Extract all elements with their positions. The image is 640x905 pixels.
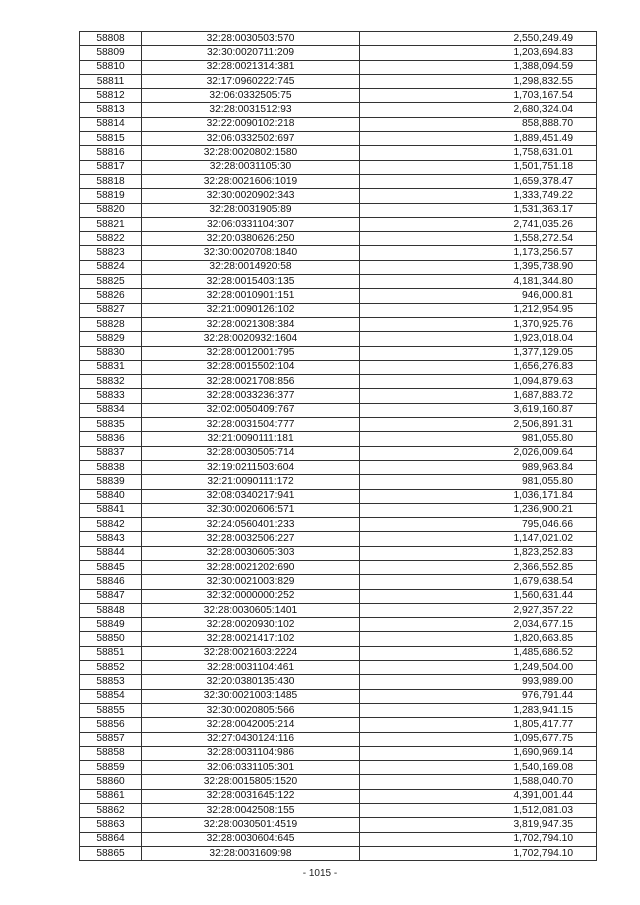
amount-cell: 1,298,832.55: [360, 74, 597, 88]
row-id-cell: 58810: [80, 60, 142, 74]
table-row: [80, 489, 597, 503]
table-row: [80, 618, 597, 632]
row-id-cell: 58863: [80, 818, 142, 832]
amount-cell: 1,485,686.52: [360, 646, 597, 660]
amount-cell: 1,388,094.59: [360, 60, 597, 74]
cadastral-number-cell: 32:06:0332505:75: [142, 89, 360, 103]
row-id-cell: 58835: [80, 418, 142, 432]
row-id-cell: 58819: [80, 189, 142, 203]
amount-cell: 1,558,272.54: [360, 232, 597, 246]
cadastral-number-cell: 32:08:0340217:941: [142, 489, 360, 503]
amount-cell: 1,805,417.77: [360, 718, 597, 732]
table-row: [80, 289, 597, 303]
row-id-cell: 58816: [80, 146, 142, 160]
cadastral-number-cell: 32:28:0021202:690: [142, 560, 360, 574]
row-id-cell: 58814: [80, 117, 142, 131]
table-row: [80, 460, 597, 474]
row-id-cell: 58830: [80, 346, 142, 360]
table-row: [80, 761, 597, 775]
amount-cell: 1,703,167.54: [360, 89, 597, 103]
amount-cell: 2,550,249.49: [360, 32, 597, 46]
cadastral-number-cell: 32:28:0021308:384: [142, 317, 360, 331]
amount-cell: 1,588,040.70: [360, 775, 597, 789]
cadastral-number-cell: 32:28:0021314:381: [142, 60, 360, 74]
cadastral-number-cell: 32:28:0015403:135: [142, 275, 360, 289]
cadastral-number-cell: 32:28:0021603:2224: [142, 646, 360, 660]
amount-cell: 976,791.44: [360, 689, 597, 703]
cadastral-number-cell: 32:28:0031512:93: [142, 103, 360, 117]
table-row: [80, 432, 597, 446]
table-row: [80, 332, 597, 346]
cadastral-number-cell: 32:28:0020932:1604: [142, 332, 360, 346]
amount-cell: 1,679,638.54: [360, 575, 597, 589]
table-row: [80, 232, 597, 246]
cadastral-number-cell: 32:21:0090111:172: [142, 475, 360, 489]
amount-cell: 1,702,794.10: [360, 846, 597, 860]
cadastral-number-cell: 32:28:0021708:856: [142, 375, 360, 389]
table-row: [80, 346, 597, 360]
row-id-cell: 58860: [80, 775, 142, 789]
amount-cell: 2,741,035.26: [360, 217, 597, 231]
parcel-value-table: [79, 31, 597, 861]
table-row: [80, 546, 597, 560]
amount-cell: 1,203,694.83: [360, 46, 597, 60]
page-number: - 1015 -: [302, 868, 338, 879]
row-id-cell: 58823: [80, 246, 142, 260]
table-row: [80, 646, 597, 660]
cadastral-number-cell: 32:30:0020902:343: [142, 189, 360, 203]
cadastral-number-cell: 32:28:0031104:461: [142, 661, 360, 675]
row-id-cell: 58818: [80, 174, 142, 188]
amount-cell: 993,989.00: [360, 675, 597, 689]
table-row: [80, 174, 597, 188]
row-id-cell: 58853: [80, 675, 142, 689]
cadastral-number-cell: 32:30:0020805:566: [142, 703, 360, 717]
row-id-cell: 58821: [80, 217, 142, 231]
cadastral-number-cell: 32:28:0030605:1401: [142, 603, 360, 617]
cadastral-number-cell: 32:28:0033236:377: [142, 389, 360, 403]
cadastral-number-cell: 32:22:0090102:218: [142, 117, 360, 131]
amount-cell: 1,236,900.21: [360, 503, 597, 517]
row-id-cell: 58813: [80, 103, 142, 117]
table-row: [80, 403, 597, 417]
table-row: [80, 804, 597, 818]
row-id-cell: 58855: [80, 703, 142, 717]
table-row: [80, 603, 597, 617]
table-row: [80, 317, 597, 331]
table-row: [80, 661, 597, 675]
cadastral-number-cell: 32:28:0012001:795: [142, 346, 360, 360]
table-row: [80, 46, 597, 60]
row-id-cell: 58858: [80, 746, 142, 760]
amount-cell: 1,501,751.18: [360, 160, 597, 174]
amount-cell: 1,540,169.08: [360, 761, 597, 775]
row-id-cell: 58809: [80, 46, 142, 60]
amount-cell: 1,370,925.76: [360, 317, 597, 331]
amount-cell: 981,055.80: [360, 432, 597, 446]
row-id-cell: 58844: [80, 546, 142, 560]
row-id-cell: 58824: [80, 260, 142, 274]
table-row: [80, 503, 597, 517]
row-id-cell: 58827: [80, 303, 142, 317]
amount-cell: 3,619,160.87: [360, 403, 597, 417]
amount-cell: 1,377,129.05: [360, 346, 597, 360]
row-id-cell: 58833: [80, 389, 142, 403]
table-row: [80, 689, 597, 703]
table-row: [80, 32, 597, 46]
row-id-cell: 58854: [80, 689, 142, 703]
amount-cell: 1,094,879.63: [360, 375, 597, 389]
table-row: [80, 160, 597, 174]
table-body: [80, 32, 597, 861]
row-id-cell: 58865: [80, 846, 142, 860]
table-row: [80, 189, 597, 203]
amount-cell: 1,512,081.03: [360, 804, 597, 818]
amount-cell: 1,173,256.57: [360, 246, 597, 260]
table-row: [80, 446, 597, 460]
table-row: [80, 132, 597, 146]
cadastral-number-cell: 32:30:0020711:209: [142, 46, 360, 60]
cadastral-number-cell: 32:27:0430124:116: [142, 732, 360, 746]
row-id-cell: 58848: [80, 603, 142, 617]
row-id-cell: 58864: [80, 832, 142, 846]
amount-cell: 1,923,018.04: [360, 332, 597, 346]
table-row: [80, 589, 597, 603]
amount-cell: 1,702,794.10: [360, 832, 597, 846]
row-id-cell: 58837: [80, 446, 142, 460]
table-row: [80, 217, 597, 231]
amount-cell: 1,036,171.84: [360, 489, 597, 503]
row-id-cell: 58841: [80, 503, 142, 517]
cadastral-number-cell: 32:28:0031645:122: [142, 789, 360, 803]
row-id-cell: 58847: [80, 589, 142, 603]
table-row: [80, 532, 597, 546]
amount-cell: 2,034,677.15: [360, 618, 597, 632]
row-id-cell: 58839: [80, 475, 142, 489]
table-row: [80, 375, 597, 389]
amount-cell: 1,333,749.22: [360, 189, 597, 203]
row-id-cell: 58849: [80, 618, 142, 632]
table-row: [80, 103, 597, 117]
table-row: [80, 746, 597, 760]
table-row: [80, 203, 597, 217]
amount-cell: 946,000.81: [360, 289, 597, 303]
amount-cell: 2,366,552.85: [360, 560, 597, 574]
cadastral-number-cell: 32:21:0090126:102: [142, 303, 360, 317]
amount-cell: 989,963.84: [360, 460, 597, 474]
row-id-cell: 58820: [80, 203, 142, 217]
amount-cell: 1,823,252.83: [360, 546, 597, 560]
table-row: [80, 846, 597, 860]
amount-cell: 981,055.80: [360, 475, 597, 489]
row-id-cell: 58822: [80, 232, 142, 246]
table-row: [80, 560, 597, 574]
cadastral-number-cell: 32:30:0020708:1840: [142, 246, 360, 260]
amount-cell: 1,249,504.00: [360, 661, 597, 675]
table-row: [80, 74, 597, 88]
row-id-cell: 58831: [80, 360, 142, 374]
amount-cell: 1,820,663.85: [360, 632, 597, 646]
cadastral-number-cell: 32:20:0380626:250: [142, 232, 360, 246]
row-id-cell: 58838: [80, 460, 142, 474]
cadastral-number-cell: 32:06:0331105:301: [142, 761, 360, 775]
table-row: [80, 303, 597, 317]
table-row: [80, 718, 597, 732]
cadastral-number-cell: 32:30:0021003:829: [142, 575, 360, 589]
table-row: [80, 117, 597, 131]
cadastral-number-cell: 32:28:0021417:102: [142, 632, 360, 646]
cadastral-number-cell: 32:20:0380135:430: [142, 675, 360, 689]
table-row: [80, 518, 597, 532]
cadastral-number-cell: 32:28:0020802:1580: [142, 146, 360, 160]
row-id-cell: 58811: [80, 74, 142, 88]
cadastral-number-cell: 32:28:0030503:570: [142, 32, 360, 46]
table-row: [80, 275, 597, 289]
table-row: [80, 575, 597, 589]
table-row: [80, 632, 597, 646]
amount-cell: 3,819,947.35: [360, 818, 597, 832]
cadastral-number-cell: 32:06:0331104:307: [142, 217, 360, 231]
table-row: [80, 775, 597, 789]
row-id-cell: 58812: [80, 89, 142, 103]
cadastral-number-cell: 32:32:0000000:252: [142, 589, 360, 603]
cadastral-number-cell: 32:28:0031504:777: [142, 418, 360, 432]
cadastral-number-cell: 32:28:0030604:645: [142, 832, 360, 846]
cadastral-number-cell: 32:06:0332502:697: [142, 132, 360, 146]
cadastral-number-cell: 32:28:0030505:714: [142, 446, 360, 460]
cadastral-number-cell: 32:02:0050409:767: [142, 403, 360, 417]
table-row: [80, 675, 597, 689]
table-row: [80, 418, 597, 432]
amount-cell: 1,212,954.95: [360, 303, 597, 317]
table-row: [80, 389, 597, 403]
row-id-cell: 58817: [80, 160, 142, 174]
amount-cell: 4,181,344.80: [360, 275, 597, 289]
cadastral-number-cell: 32:28:0042508:155: [142, 804, 360, 818]
row-id-cell: 58826: [80, 289, 142, 303]
table-row: [80, 146, 597, 160]
row-id-cell: 58829: [80, 332, 142, 346]
row-id-cell: 58842: [80, 518, 142, 532]
amount-cell: 2,680,324.04: [360, 103, 597, 117]
row-id-cell: 58825: [80, 275, 142, 289]
table-row: [80, 703, 597, 717]
cadastral-number-cell: 32:21:0090111:181: [142, 432, 360, 446]
table-row: [80, 832, 597, 846]
amount-cell: 1,283,941.15: [360, 703, 597, 717]
table-row: [80, 60, 597, 74]
row-id-cell: 58851: [80, 646, 142, 660]
amount-cell: 1,690,969.14: [360, 746, 597, 760]
amount-cell: 4,391,001.44: [360, 789, 597, 803]
cadastral-number-cell: 32:30:0021003:1485: [142, 689, 360, 703]
row-id-cell: 58808: [80, 32, 142, 46]
row-id-cell: 58852: [80, 661, 142, 675]
row-id-cell: 58840: [80, 489, 142, 503]
amount-cell: 2,927,357.22: [360, 603, 597, 617]
row-id-cell: 58856: [80, 718, 142, 732]
cadastral-number-cell: 32:28:0015805:1520: [142, 775, 360, 789]
cadastral-number-cell: 32:28:0030501:4519: [142, 818, 360, 832]
cadastral-number-cell: 32:28:0031609:98: [142, 846, 360, 860]
table-row: [80, 89, 597, 103]
row-id-cell: 58834: [80, 403, 142, 417]
row-id-cell: 58859: [80, 761, 142, 775]
cadastral-number-cell: 32:17:0960222:745: [142, 74, 360, 88]
cadastral-number-cell: 32:28:0042005:214: [142, 718, 360, 732]
table-row: [80, 789, 597, 803]
row-id-cell: 58828: [80, 317, 142, 331]
cadastral-number-cell: 32:28:0010901:151: [142, 289, 360, 303]
cadastral-number-cell: 32:28:0021606:1019: [142, 174, 360, 188]
table-row: [80, 818, 597, 832]
amount-cell: 1,560,631.44: [360, 589, 597, 603]
cadastral-number-cell: 32:28:0031905:89: [142, 203, 360, 217]
table-row: [80, 260, 597, 274]
amount-cell: 1,395,738.90: [360, 260, 597, 274]
row-id-cell: 58832: [80, 375, 142, 389]
row-id-cell: 58861: [80, 789, 142, 803]
table-row: [80, 246, 597, 260]
row-id-cell: 58857: [80, 732, 142, 746]
amount-cell: 2,506,891.31: [360, 418, 597, 432]
row-id-cell: 58846: [80, 575, 142, 589]
amount-cell: 1,889,451.49: [360, 132, 597, 146]
amount-cell: 1,687,883.72: [360, 389, 597, 403]
amount-cell: 1,531,363.17: [360, 203, 597, 217]
amount-cell: 1,758,631.01: [360, 146, 597, 160]
amount-cell: 1,147,021.02: [360, 532, 597, 546]
amount-cell: 1,659,378.47: [360, 174, 597, 188]
table-row: [80, 360, 597, 374]
table-row: [80, 732, 597, 746]
cadastral-number-cell: 32:28:0030605:303: [142, 546, 360, 560]
cadastral-number-cell: 32:30:0020606:571: [142, 503, 360, 517]
row-id-cell: 58843: [80, 532, 142, 546]
amount-cell: 1,656,276.83: [360, 360, 597, 374]
cadastral-number-cell: 32:28:0014920:58: [142, 260, 360, 274]
row-id-cell: 58836: [80, 432, 142, 446]
cadastral-number-cell: 32:28:0031104:986: [142, 746, 360, 760]
cadastral-number-cell: 32:24:0560401:233: [142, 518, 360, 532]
cadastral-number-cell: 32:28:0015502:104: [142, 360, 360, 374]
row-id-cell: 58845: [80, 560, 142, 574]
amount-cell: 858,888.70: [360, 117, 597, 131]
row-id-cell: 58815: [80, 132, 142, 146]
cadastral-number-cell: 32:28:0020930:102: [142, 618, 360, 632]
amount-cell: 795,046.66: [360, 518, 597, 532]
table-row: [80, 475, 597, 489]
amount-cell: 1,095,677.75: [360, 732, 597, 746]
row-id-cell: 58850: [80, 632, 142, 646]
amount-cell: 2,026,009.64: [360, 446, 597, 460]
cadastral-number-cell: 32:28:0031105:30: [142, 160, 360, 174]
cadastral-number-cell: 32:28:0032506:227: [142, 532, 360, 546]
row-id-cell: 58862: [80, 804, 142, 818]
cadastral-number-cell: 32:19:0211503:604: [142, 460, 360, 474]
